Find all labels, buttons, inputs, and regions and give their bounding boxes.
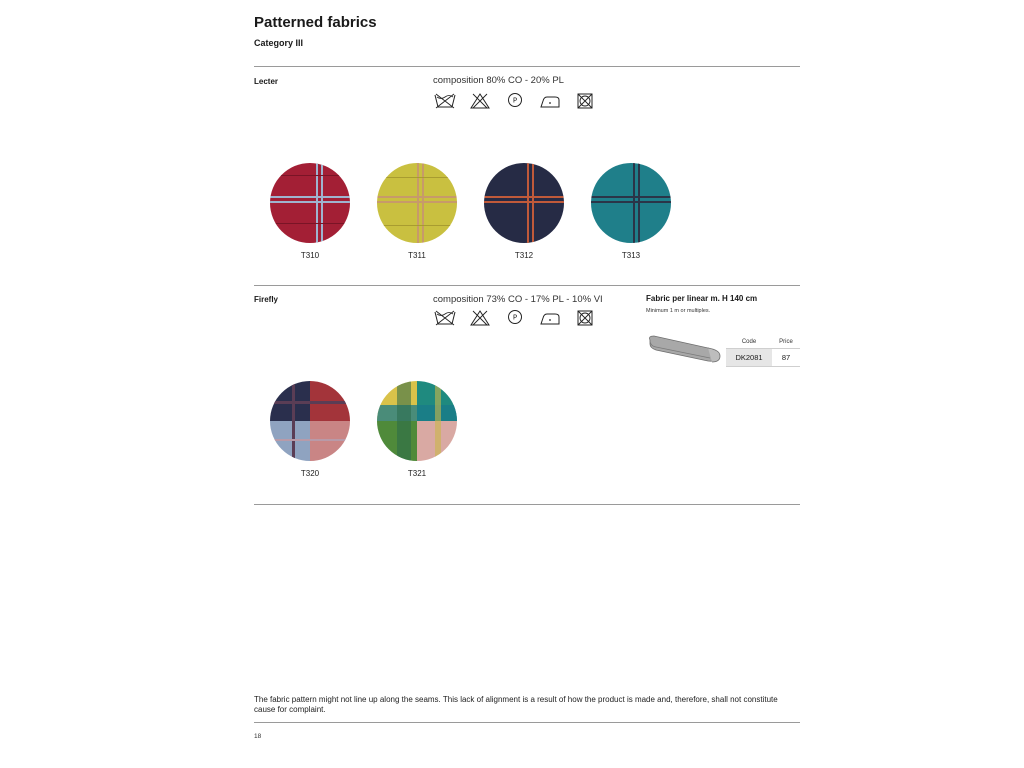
fabric-per-meter-title: Fabric per linear m. H 140 cm	[646, 294, 758, 303]
column-header-code: Code	[741, 339, 757, 345]
do-not-tumble-dry-icon	[574, 92, 596, 110]
composition-lecter: composition 80% CO - 20% PL	[433, 75, 564, 86]
swatch-code: T311	[408, 251, 426, 260]
table-row	[726, 349, 800, 367]
column-header-price: Price	[779, 339, 793, 345]
disclaimer-text: The fabric pattern might not line up along the seams. This lack of alignment is a result of how the product is made and, therefore, shall not constitute cause for complaint.	[254, 695, 778, 714]
do-not-tumble-dry-icon	[574, 309, 596, 327]
swatch-t313	[591, 163, 671, 260]
swatch-code: T312	[514, 251, 534, 260]
plaid-swatch	[377, 163, 457, 243]
price-table	[726, 337, 800, 367]
care-icons-firefly	[434, 309, 596, 327]
folded-fabric-image	[646, 328, 724, 368]
divider	[254, 285, 800, 286]
swatch-t311	[377, 163, 457, 260]
plaid-swatch	[270, 163, 350, 243]
do-not-bleach-icon	[469, 92, 491, 110]
swatch-t312	[484, 163, 564, 260]
svg-text:P: P	[512, 96, 518, 105]
divider	[254, 66, 800, 67]
swatch-code: T313	[621, 251, 641, 260]
dry-clean-p-icon	[504, 309, 526, 327]
swatch-t321	[377, 381, 457, 478]
dry-clean-p-icon	[504, 92, 526, 110]
plaid-swatch	[484, 163, 564, 243]
fabric-name-firefly: Firefly	[254, 295, 279, 304]
iron-low-icon	[539, 309, 561, 327]
swatch-code: T310	[300, 251, 320, 260]
do-not-bleach-icon	[469, 309, 491, 327]
divider	[254, 722, 800, 723]
page-title: Patterned fabrics	[254, 14, 377, 31]
composition-firefly: composition 73% CO - 17% PL - 10% VI	[433, 294, 603, 305]
plaid-swatch	[591, 163, 671, 243]
do-not-wash-icon	[434, 92, 456, 110]
swatch-t310	[270, 163, 350, 260]
swatch-code: T320	[300, 469, 320, 478]
check-swatch	[270, 381, 350, 461]
check-swatch	[377, 381, 457, 461]
care-icons-lecter	[434, 92, 596, 110]
swatch-code: T321	[407, 469, 427, 478]
divider	[254, 504, 800, 505]
page-number: 18	[254, 733, 262, 740]
do-not-wash-icon	[434, 309, 456, 327]
product-price: 87	[772, 349, 800, 367]
product-code: DK2081	[726, 349, 772, 367]
category-label: Category III	[254, 38, 304, 48]
minimum-order-note: Minimum 1 m or multiples.	[646, 308, 711, 314]
fabric-name-lecter: Lecter	[254, 77, 279, 86]
iron-low-icon	[539, 92, 561, 110]
swatch-t320	[270, 381, 350, 478]
svg-text:P: P	[512, 313, 518, 322]
